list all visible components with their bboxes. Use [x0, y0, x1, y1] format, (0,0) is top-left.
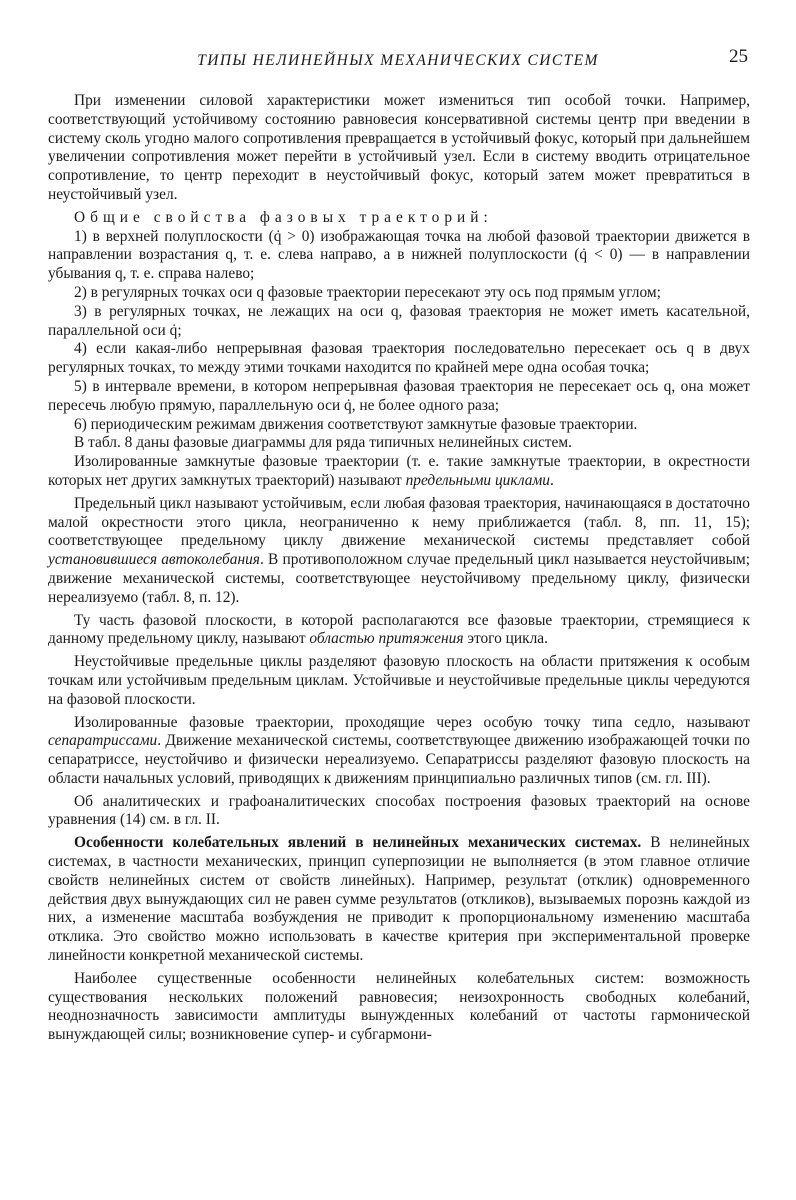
list-item: 3) в регулярных точках, не лежащих на оси q, фазовая траектория не может иметь касательной, параллельной оси q̇; — [48, 302, 750, 339]
paragraph — [48, 495, 750, 608]
paragraph: В табл. 8 даны фазовые диаграммы для ряда типичных нелинейных систем. — [74, 434, 572, 452]
paragraph — [48, 834, 750, 966]
page-header — [48, 46, 748, 76]
list-item: 6) периодическим режимам движения соответствуют замкнутые фазовые траектории. — [74, 415, 638, 433]
paragraph: Неустойчивые предельные циклы разделяют фазовую плоскость на области притяжения к особым точкам или устойчивым предельным циклам. Устойчивые и неустойчивые предельные циклы чередуются на фазовой плоскости. — [48, 653, 750, 708]
section-heading: Особенности колебательных явлений в нелинейных механических системах. — [74, 834, 642, 852]
text-run: Изолированные фазовые траектории, проходящие через особую точку типа седло, называют — [74, 713, 750, 731]
paragraph — [48, 453, 750, 491]
section-lead: Общие свойства фазовых траекторий: — [74, 208, 493, 226]
paragraph: Об аналитических и графоаналитических способах построения фазовых траекторий на основе уравнения (14) см. в гл. II. — [48, 792, 750, 829]
list-item: 1) в верхней полуплоскости (q̇ > 0) изображающая точка на любой фазовой траектории движется в направлении возрастания q, т. е. слева направо, а в нижней полуплоскости (q̇ < 0) — в направлении убывания q, т. е. справа налево; — [48, 227, 750, 283]
paragraph — [48, 714, 750, 789]
text-run: Предельный цикл называют устойчивым, если любая фазовая траектория, начинающаяся в достаточно малой окрестности этого цикла, неограниченно к нему приближается (табл. 8, пп. 11, 15); соответствующее предельному циклу движение механической системы представляет собой — [48, 494, 750, 550]
text-run: этого цикла. — [463, 630, 548, 648]
term-limit-cycles: предельными циклами — [405, 471, 550, 489]
text-run: Ту часть фазовой плоскости, в которой располагаются все фазовые траектории, стремящиеся к данному предельному циклу, называют — [48, 611, 750, 648]
text-run: . — [549, 471, 554, 489]
text-run: Изолированные замкнутые фазовые траектории (т. е. такие замкнутые траектории, в окрестности которых нет других замкнутых траекторий) называют — [48, 453, 750, 489]
list-item: 2) в регулярных точках оси q фазовые траектории пересекают эту ось под прямым углом; — [74, 283, 661, 301]
body-text — [48, 92, 750, 1049]
running-title: ТИПЫ НЕЛИНЕЙНЫХ МЕХАНИЧЕСКИХ СИСТЕМ — [197, 52, 599, 69]
term-attraction-domain: областью притяжения — [309, 630, 464, 648]
text-run: . В противоположном случае предельный цикл называется неустойчивым; движение механической системы, соответствующее неустойчивому предельному циклу, физически нереализуемо (табл. 8, п. 12). — [48, 551, 750, 606]
list-item: 5) в интервале времени, в котором непрерывная фазовая траектория не пересекает ось q, она может пересечь любую прямую, параллельную оси q̇, не более одного раза; — [48, 377, 750, 414]
text-run: В нелинейных системах, в частности механических, принцип суперпозиции не выполняется (в этом главное отличие свойств нелинейных систем от свойств линейных). Например, результат (отклик) одновременного действия двух вынуждающих сил не равен сумме результатов (откликов), вызываемых порознь каждой из них, а изменение масштаба возбуждения не приводит к пропорциональному изменению масштаба отклика. Это свойство можно использовать в качестве критерия при экспериментальной проверке линейности конкретной механической системы. — [48, 834, 751, 965]
paragraph: При изменении силовой характеристики может измениться тип особой точки. Например, соответствующий устойчивому состоянию равновесия консервативной системы центр при введении в систему сколь угодно малого сопротивления превращается в устойчивый фокус, который при дальнейшем увеличении сопротивления может перейти в устойчивый узел. Если в систему вводить отрицательное сопротивление, то центр переходит в неустойчивый фокус, который затем может превратиться в неустойчивый узел. — [48, 92, 750, 203]
list-item: 4) если какая-либо непрерывная фазовая траектория последовательно пересекает ось q в двух регулярных точках, то между этими точками находится по крайней мере одна особая точка; — [48, 340, 750, 377]
text-run: . Движение механической системы, соответствующее движению изображающей точки по сепаратриссе, неустойчиво и физически нереализуемо. Сепаратриссы разделяют фазовую плоскость на области начальных условий, приводящих к движениям принципиально различных типов (см. гл. III). — [48, 732, 750, 787]
term-separatrices: сепаратриссами — [48, 732, 158, 750]
term-self-oscillations: установившиеся автоколебания — [48, 551, 260, 569]
paragraph: Наиболее существенные особенности нелинейных колебательных систем: возможность существования нескольких положений равновесия; неизохронность свободных колебаний, неоднозначность зависимости амплитуды вынужденных колебаний от частоты гармонической вынуждающей силы; возникновение супер- и субгармони- — [48, 969, 750, 1044]
page-number: 25 — [729, 46, 748, 67]
paragraph — [48, 612, 750, 650]
